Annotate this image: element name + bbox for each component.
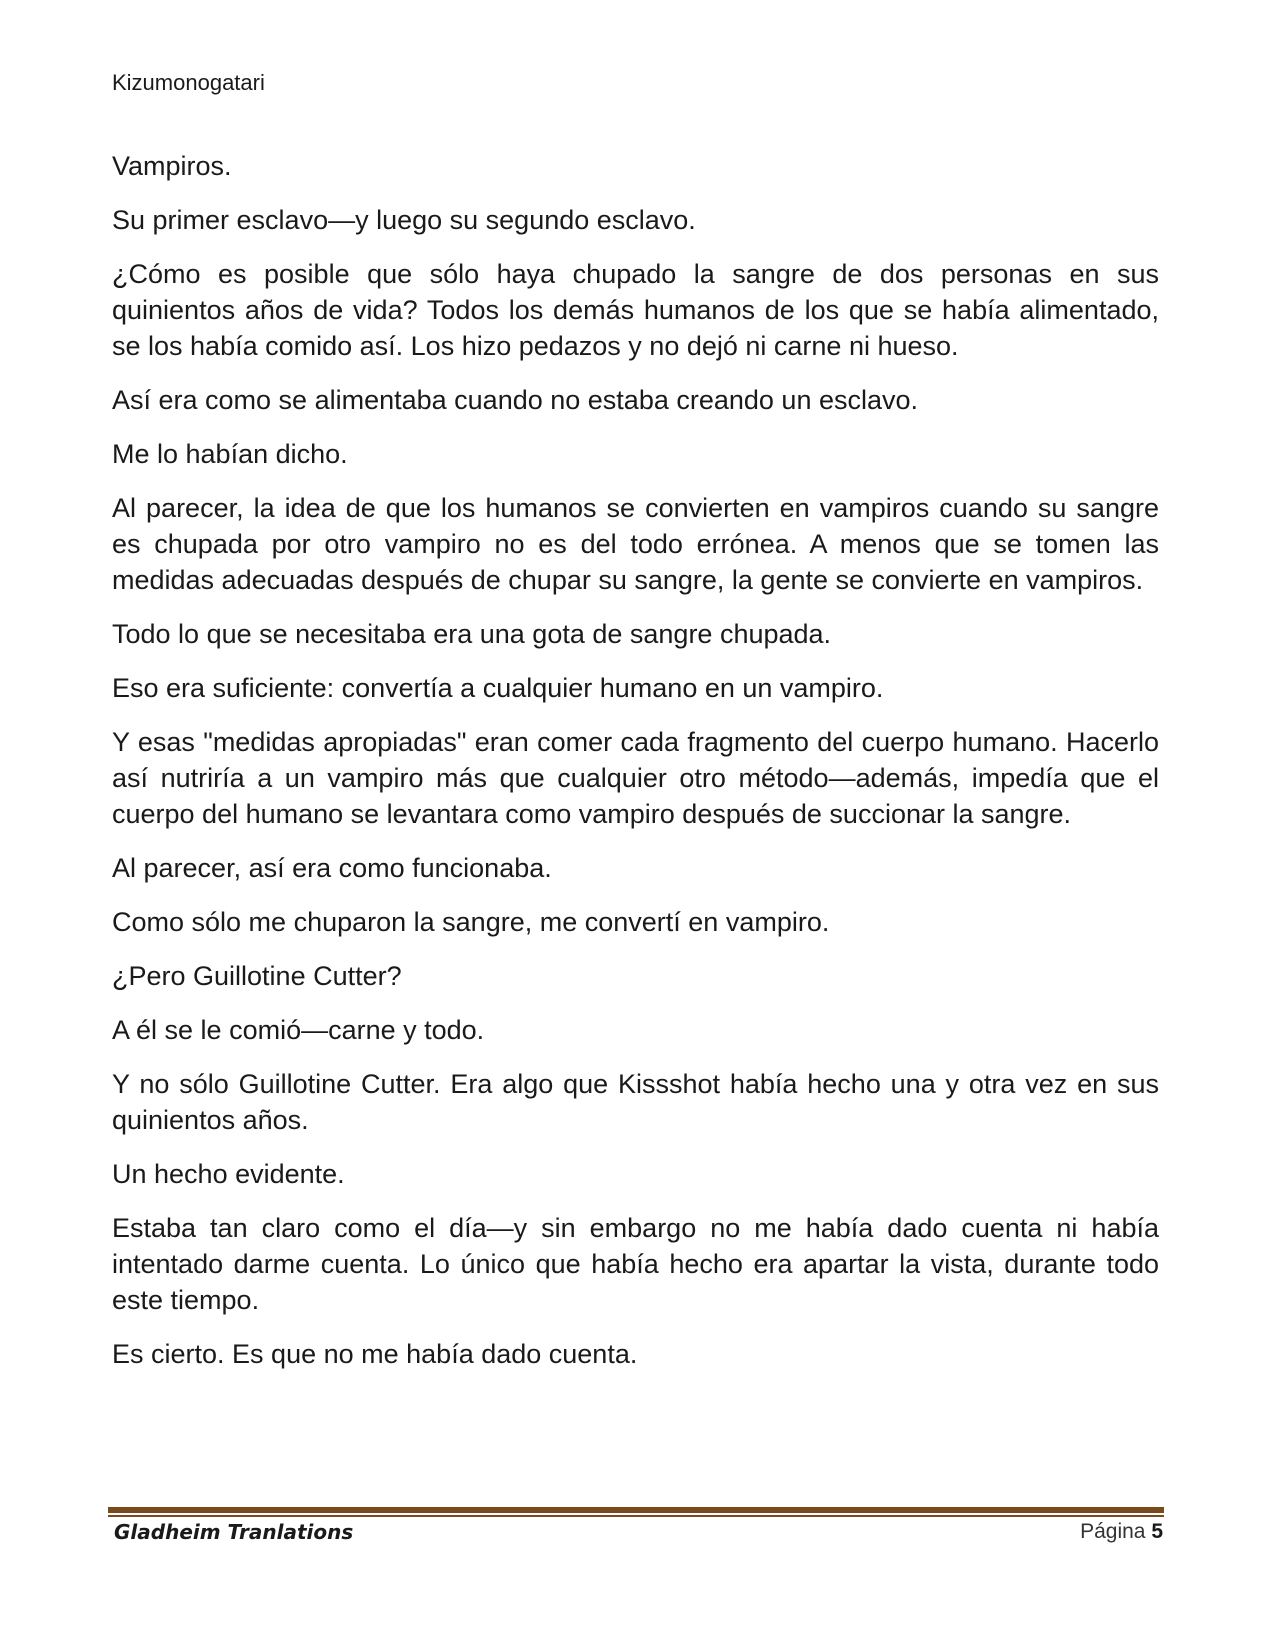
paragraph: Vampiros. — [112, 151, 232, 181]
paragraph: Y esas "medidas apropiadas" eran comer cada fragmento del cuerpo humano. Hacerlo así nutriría a un vampiro más que cualquier otro método—además, impedía que el cuerpo del humano se levantara como vampiro después de succionar la sangre. — [112, 727, 1159, 829]
paragraph: Estaba tan claro como el día—y sin embargo no me había dado cuenta ni había intentado darme cuenta. Lo único que había hecho era apartar la vista, durante todo este tiempo. — [112, 1213, 1159, 1315]
paragraph: Como sólo me chuparon la sangre, me convertí en vampiro. — [112, 907, 830, 937]
page-number: 5 — [1151, 1520, 1163, 1543]
footer-divider-thin — [108, 1515, 1164, 1517]
paragraph: A él se le comió—carne y todo. — [112, 1015, 485, 1045]
paragraph: Es cierto. Es que no me había dado cuenta. — [112, 1339, 638, 1369]
footer-divider — [108, 1507, 1164, 1519]
footer-page-indicator — [1080, 1520, 1163, 1544]
paragraph: ¿Cómo es posible que sólo haya chupado la sangre de dos personas en sus quinientos años de vida? Todos los demás humanos de los que se había alimentado, se los había comido así. Los hizo pedazos y no dejó ni carne ni hueso. — [112, 259, 1159, 361]
footer-publisher: Gladheim Tranlations — [114, 1520, 354, 1544]
body-text — [112, 148, 1159, 1390]
paragraph: Al parecer, así era como funcionaba. — [112, 853, 552, 883]
running-header: Kizumonogatari — [112, 70, 265, 95]
paragraph: Un hecho evidente. — [112, 1159, 345, 1189]
footer-divider-thick — [108, 1507, 1164, 1513]
paragraph: Al parecer, la idea de que los humanos se convierten en vampiros cuando su sangre es chupada por otro vampiro no es del todo errónea. A menos que se tomen las medidas adecuadas después de chupar su sangre, la gente se convierte en vampiros. — [112, 493, 1159, 595]
page-label: Página — [1080, 1520, 1146, 1543]
paragraph: ¿Pero Guillotine Cutter? — [112, 961, 402, 991]
paragraph: Todo lo que se necesitaba era una gota de sangre chupada. — [112, 619, 832, 649]
paragraph: Su primer esclavo—y luego su segundo esclavo. — [112, 205, 696, 235]
paragraph: Y no sólo Guillotine Cutter. Era algo que Kissshot había hecho una y otra vez en sus quinientos años. — [112, 1069, 1159, 1135]
paragraph: Eso era suficiente: convertía a cualquier humano en un vampiro. — [112, 673, 884, 703]
paragraph: Me lo habían dicho. — [112, 439, 348, 469]
paragraph: Así era como se alimentaba cuando no estaba creando un esclavo. — [112, 385, 919, 415]
